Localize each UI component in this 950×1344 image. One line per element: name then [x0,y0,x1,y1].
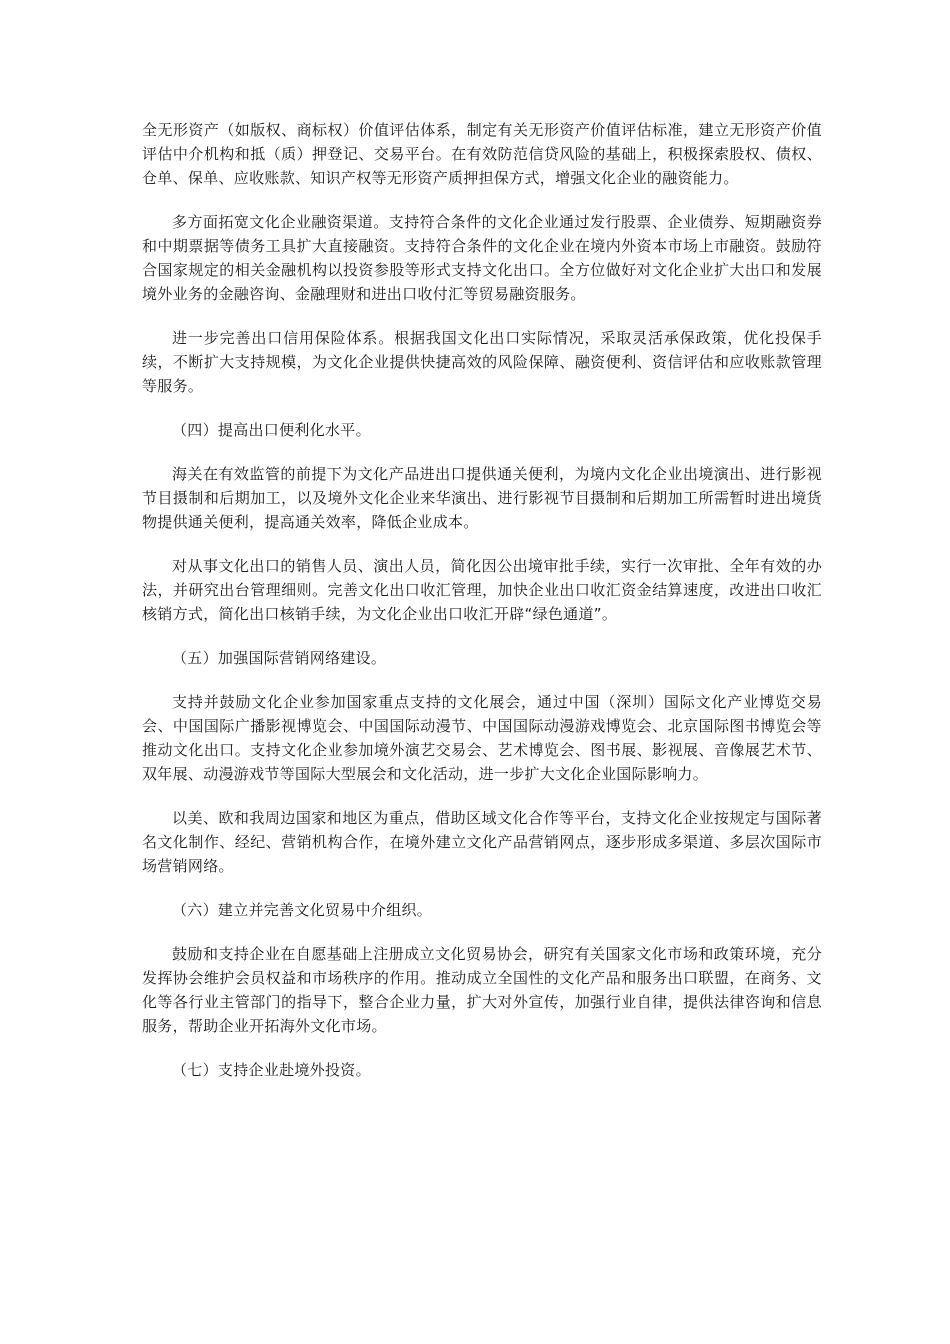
paragraph-export-credit-insurance: 进一步完善出口信用保险体系。根据我国文化出口实际情况，采取灵活承保政策，优化投保手续，不断扩大支持规模，为文化企业提供快捷高效的风险保障、融资便利、资信评估和应收账款管理等服务。 [142,329,822,395]
paragraph-trade-associations: 鼓励和支持企业在自愿基础上注册成立文化贸易协会，研究有关国家文化市场和政策环境，充分发挥协会维护会员权益和市场秩序的作用。推动成立全国性的文化产品和服务出口联盟，在商务、文化等各行业主管部门的指导下，整合企业力量，扩大对外宣传，加强行业自律，提供法律咨询和信息服务，帮助企业开拓海外文化市场。 [142,945,822,1035]
document-body [142,118,822,1102]
paragraph-financing-channels: 多方面拓宽文化企业融资渠道。支持符合条件的文化企业通过发行股票、企业债券、短期融资券和中期票据等债务工具扩大直接融资。支持符合条件的文化企业在境内外资本市场上市融资。鼓励符合国家规定的相关金融机构以投资参股等形式支持文化出口。全方位做好对文化企业扩大出口和发展境外业务的金融咨询、金融理财和进出口收付汇等贸易融资服务。 [142,213,822,303]
section-heading-5: （五）加强国际营销网络建设。 [172,649,387,667]
paragraph-intangible-asset-valuation: 全无形资产（如版权、商标权）价值评估体系，制定有关无形资产价值评估标准，建立无形资产价值评估中介机构和抵（质）押登记、交易平台。在有效防范信贷风险的基础上，积极探索股权、债权、仓单、保单、应收账款、知识产权等无形资产质押担保方式，增强文化企业的融资能力。 [142,121,822,187]
paragraph-customs-facilitation: 海关在有效监管的前提下为文化产品进出口提供通关便利，为境内文化企业出境演出、进行影视节目摄制和后期加工，以及境外文化企业来华演出、进行影视节目摄制和后期加工所需暂时进出境货物提供通关便利，提高通关效率，降低企业成本。 [142,465,822,531]
paragraph-exhibitions: 支持并鼓励文化企业参加国家重点支持的文化展会，通过中国（深圳）国际文化产业博览交易会、中国国际广播影视博览会、中国国际动漫节、中国国际动漫游戏博览会、北京国际图书博览会等推动文化出口。支持文化企业参加境外演艺交易会、艺术博览会、图书展、影视展、音像展艺术节、双年展、动漫游戏节等国际大型展会和文化活动，进一步扩大文化企业国际影响力。 [142,693,822,783]
section-heading-7: （七）支持企业赴境外投资。 [172,1061,371,1079]
paragraph-personnel-and-forex: 对从事文化出口的销售人员、演出人员，简化因公出境审批手续，实行一次审批、全年有效的办法，并研究出台管理细则。完善文化出口收汇管理，加快企业出口收汇资金结算速度，改进出口收汇核销方式，简化出口核销手续，为文化企业出口收汇开辟“绿色通道”。 [142,557,822,623]
section-heading-4: （四）提高出口便利化水平。 [172,421,371,439]
paragraph-marketing-network: 以美、欧和我周边国家和地区为重点，借助区域文化合作等平台，支持文化企业按规定与国际著名文化制作、经纪、营销机构合作，在境外建立文化产品营销网点，逐步形成多渠道、多层次国际市场营销网络。 [142,809,822,875]
section-heading-6: （六）建立并完善文化贸易中介组织。 [172,901,433,919]
